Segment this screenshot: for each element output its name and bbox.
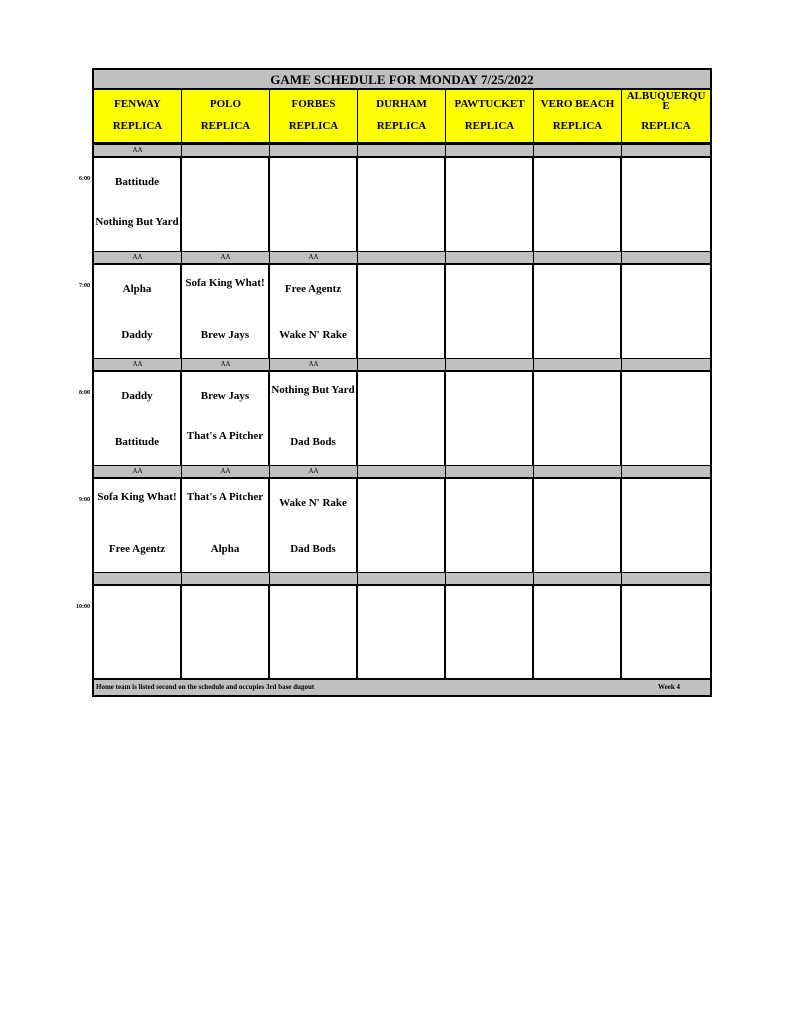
game-cell xyxy=(534,586,622,679)
home-team: Wake N' Rake xyxy=(279,329,347,341)
home-team: Daddy xyxy=(121,329,153,341)
away-team: Battitude xyxy=(115,176,159,188)
schedule-table xyxy=(92,68,712,697)
division-label xyxy=(446,465,534,479)
away-team: Daddy xyxy=(121,390,153,402)
division-label xyxy=(622,465,710,479)
time-label: 6:00 xyxy=(79,176,90,182)
game-cell xyxy=(94,479,182,572)
time-label: 10:00 xyxy=(76,604,90,610)
division-label xyxy=(358,358,446,372)
game-cell xyxy=(94,158,182,251)
game-cell xyxy=(446,372,534,465)
venue-header-row xyxy=(94,90,710,144)
venue-header-1 xyxy=(182,90,270,144)
time-label: 8:00 xyxy=(79,390,90,396)
venue-header-0 xyxy=(94,90,182,144)
home-team: Free Agentz xyxy=(108,543,166,555)
game-cell xyxy=(622,479,710,572)
game-cell xyxy=(94,586,182,679)
game-cell xyxy=(534,265,622,358)
division-label xyxy=(534,465,622,479)
venue-type: REPLICA xyxy=(112,120,163,132)
division-label xyxy=(534,358,622,372)
time-slot-row xyxy=(94,479,710,572)
division-label: AA xyxy=(94,144,182,158)
division-label xyxy=(358,144,446,158)
venue-type: REPLICA xyxy=(464,120,515,132)
venue-header-6 xyxy=(622,90,710,144)
schedule-footer xyxy=(94,678,710,695)
division-row xyxy=(94,251,710,265)
venue-name: DURHAM xyxy=(376,98,427,110)
game-cell xyxy=(270,265,358,358)
away-team: Sofa King What! xyxy=(97,491,177,503)
division-label xyxy=(622,358,710,372)
home-team: Brew Jays xyxy=(200,329,250,341)
time-label: 9:00 xyxy=(79,497,90,503)
division-label: AA xyxy=(94,465,182,479)
venue-header-5 xyxy=(534,90,622,144)
venue-name: POLO xyxy=(209,98,242,110)
division-label xyxy=(270,144,358,158)
division-label: AA xyxy=(182,465,270,479)
division-row xyxy=(94,465,710,479)
home-team: Dad Bods xyxy=(290,436,336,448)
away-team: Brew Jays xyxy=(200,390,250,402)
game-cell xyxy=(622,586,710,679)
venue-name: FORBES xyxy=(291,98,336,110)
game-cell xyxy=(270,372,358,465)
time-slot-rows xyxy=(94,144,710,679)
division-label xyxy=(270,572,358,586)
game-cell xyxy=(182,479,270,572)
venue-type: REPLICA xyxy=(200,120,251,132)
division-label: AA xyxy=(94,251,182,265)
venue-header-3 xyxy=(358,90,446,144)
division-label xyxy=(446,144,534,158)
division-label: AA xyxy=(182,358,270,372)
week-label: Week 4 xyxy=(658,683,680,691)
division-row xyxy=(94,144,710,158)
home-team: Battitude xyxy=(115,436,159,448)
division-row xyxy=(94,572,710,586)
game-cell xyxy=(358,158,446,251)
game-cell xyxy=(534,372,622,465)
venue-header-4 xyxy=(446,90,534,144)
game-cell xyxy=(446,586,534,679)
game-cell xyxy=(182,265,270,358)
game-cell xyxy=(358,372,446,465)
home-team: Dad Bods xyxy=(290,543,336,555)
division-label xyxy=(358,465,446,479)
home-team: Nothing But Yard xyxy=(95,216,179,228)
division-label: AA xyxy=(94,358,182,372)
division-label xyxy=(446,358,534,372)
schedule-title: GAME SCHEDULE FOR MONDAY 7/25/2022 xyxy=(94,70,710,90)
division-label: AA xyxy=(270,358,358,372)
venue-type: REPLICA xyxy=(288,120,339,132)
division-row xyxy=(94,358,710,372)
away-team: Wake N' Rake xyxy=(279,497,347,509)
division-label xyxy=(534,572,622,586)
game-cell xyxy=(94,372,182,465)
time-label: 7:00 xyxy=(79,283,90,289)
home-team: Alpha xyxy=(210,543,240,555)
game-cell xyxy=(182,586,270,679)
division-label: AA xyxy=(270,251,358,265)
home-team-note: Home team is listed second on the schedule and occupies 3rd base dugout xyxy=(96,683,315,691)
game-cell xyxy=(622,265,710,358)
division-label xyxy=(446,251,534,265)
away-team: Nothing But Yard xyxy=(271,384,355,396)
away-team: Free Agentz xyxy=(284,283,342,295)
venue-type: REPLICA xyxy=(641,120,691,132)
game-cell xyxy=(446,265,534,358)
game-cell xyxy=(270,479,358,572)
game-cell xyxy=(622,372,710,465)
away-team: Sofa King What! xyxy=(185,277,265,289)
venue-type: REPLICA xyxy=(552,120,603,132)
away-team: Alpha xyxy=(122,283,152,295)
game-cell xyxy=(358,479,446,572)
venue-type: REPLICA xyxy=(376,120,427,132)
game-cell xyxy=(270,586,358,679)
game-cell xyxy=(534,479,622,572)
division-label xyxy=(358,251,446,265)
division-label xyxy=(358,572,446,586)
game-cell xyxy=(182,372,270,465)
division-label xyxy=(622,572,710,586)
division-label xyxy=(534,144,622,158)
venue-header-2 xyxy=(270,90,358,144)
game-cell xyxy=(94,265,182,358)
game-cell xyxy=(446,479,534,572)
venue-name: FENWAY xyxy=(114,98,161,110)
game-cell xyxy=(182,158,270,251)
division-label: AA xyxy=(270,465,358,479)
game-cell xyxy=(622,158,710,251)
game-cell xyxy=(446,158,534,251)
game-cell xyxy=(358,265,446,358)
game-cell xyxy=(358,586,446,679)
home-team: That's A Pitcher xyxy=(186,430,264,442)
time-slot-row xyxy=(94,265,710,358)
division-label: AA xyxy=(182,251,270,265)
time-slot-row xyxy=(94,586,710,679)
division-label xyxy=(182,572,270,586)
venue-name: VERO BEACH xyxy=(540,98,615,110)
division-label xyxy=(446,572,534,586)
division-label xyxy=(622,144,710,158)
venue-name: ALBUQUERQUE xyxy=(626,90,706,112)
time-slot-row xyxy=(94,372,710,465)
division-label xyxy=(534,251,622,265)
game-cell xyxy=(534,158,622,251)
game-cell xyxy=(270,158,358,251)
division-label xyxy=(182,144,270,158)
division-label xyxy=(94,572,182,586)
away-team: That's A Pitcher xyxy=(186,491,264,503)
time-slot-row xyxy=(94,158,710,251)
division-label xyxy=(622,251,710,265)
venue-name: PAWTUCKET xyxy=(454,98,525,110)
